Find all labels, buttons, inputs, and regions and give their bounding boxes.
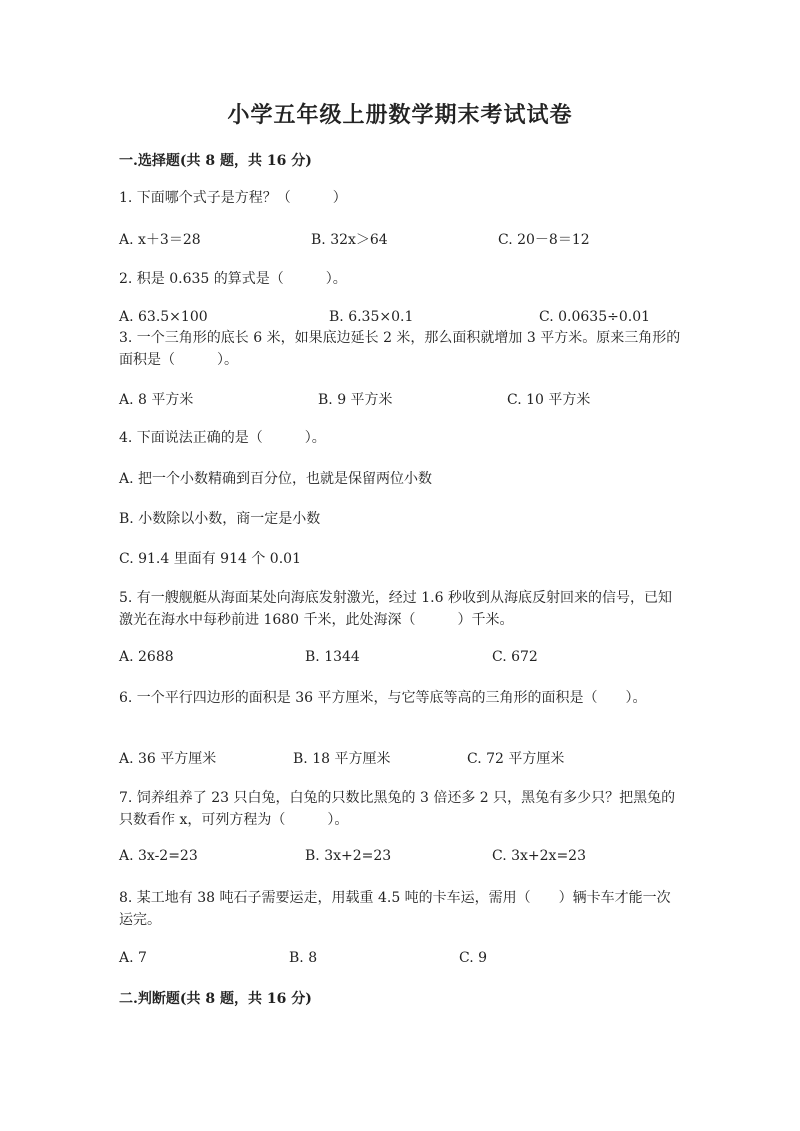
question-stem: 6. 一个平行四边形的面积是 36 平方厘米，与它等底等高的三角形的面积是（ ）。	[119, 690, 647, 706]
option-b: B. 9 平方米	[318, 392, 393, 408]
option-b: B. 小数除以小数，商一定是小数	[119, 511, 321, 527]
option-c: C. 3x+2x=23	[492, 848, 586, 864]
option-b: B. 1344	[305, 649, 360, 665]
question-stem: 4. 下面说法正确的是（ ）。	[119, 430, 326, 446]
option-c: C. 91.4 里面有 914 个 0.01	[119, 551, 301, 567]
page-title: 小学五年级上册数学期末考试试卷	[227, 102, 573, 128]
option-a: A. 把一个小数精确到百分位，也就是保留两位小数	[119, 471, 433, 487]
option-a: A. x＋3＝28	[119, 232, 201, 248]
question-stem: 5. 有一艘舰艇从海面某处向海底发射激光，经过 1.6 秒收到从海底反射回来的信号，已知激光在海水中每秒前进 1680 千米，此处海深（ ）千米。	[119, 590, 672, 628]
option-b: B. 6.35×0.1	[329, 309, 414, 325]
option-b: B. 32x＞64	[311, 232, 388, 248]
option-c: C. 72 平方厘米	[467, 751, 565, 767]
option-a: A. 3x-2=23	[119, 848, 198, 864]
question-stem: 3. 一个三角形的底长 6 米，如果底边延长 2 米，那么面积就增加 3 平方米。原来三角形的面积是（ ）。	[119, 330, 681, 368]
option-c: C. 20－8＝12	[498, 232, 590, 248]
question-stem: 1. 下面哪个式子是方程？（ ）	[119, 190, 347, 206]
option-a: A. 2688	[119, 649, 174, 665]
section-heading-judgment: 二.判断题(共 8 题，共 16 分)	[119, 991, 312, 1007]
option-b: B. 8	[289, 950, 318, 966]
option-b: B. 18 平方厘米	[293, 751, 391, 767]
section-heading-choice: 一.选择题(共 8 题，共 16 分)	[119, 153, 312, 169]
option-a: A. 7	[119, 950, 147, 966]
option-a: A. 63.5×100	[119, 309, 208, 325]
option-c: C. 0.0635÷0.01	[539, 309, 651, 325]
option-a: A. 36 平方厘米	[119, 751, 217, 767]
question-stem: 8. 某工地有 38 吨石子需要运走，用载重 4.5 吨的卡车运，需用（ ）辆卡车才能一次运完。	[119, 890, 671, 928]
option-c: C. 10 平方米	[507, 392, 591, 408]
option-a: A. 8 平方米	[119, 392, 194, 408]
option-c: C. 9	[459, 950, 488, 966]
option-b: B. 3x+2=23	[305, 848, 392, 864]
option-c: C. 672	[492, 649, 538, 665]
question-stem: 7. 饲养组养了 23 只白兔，白兔的只数比黑兔的 3 倍还多 2 只，黑兔有多少只？把黑兔的只数看作 x，可列方程为（ ）。	[119, 790, 676, 828]
question-stem: 2. 积是 0.635 的算式是（ ）。	[119, 271, 347, 287]
